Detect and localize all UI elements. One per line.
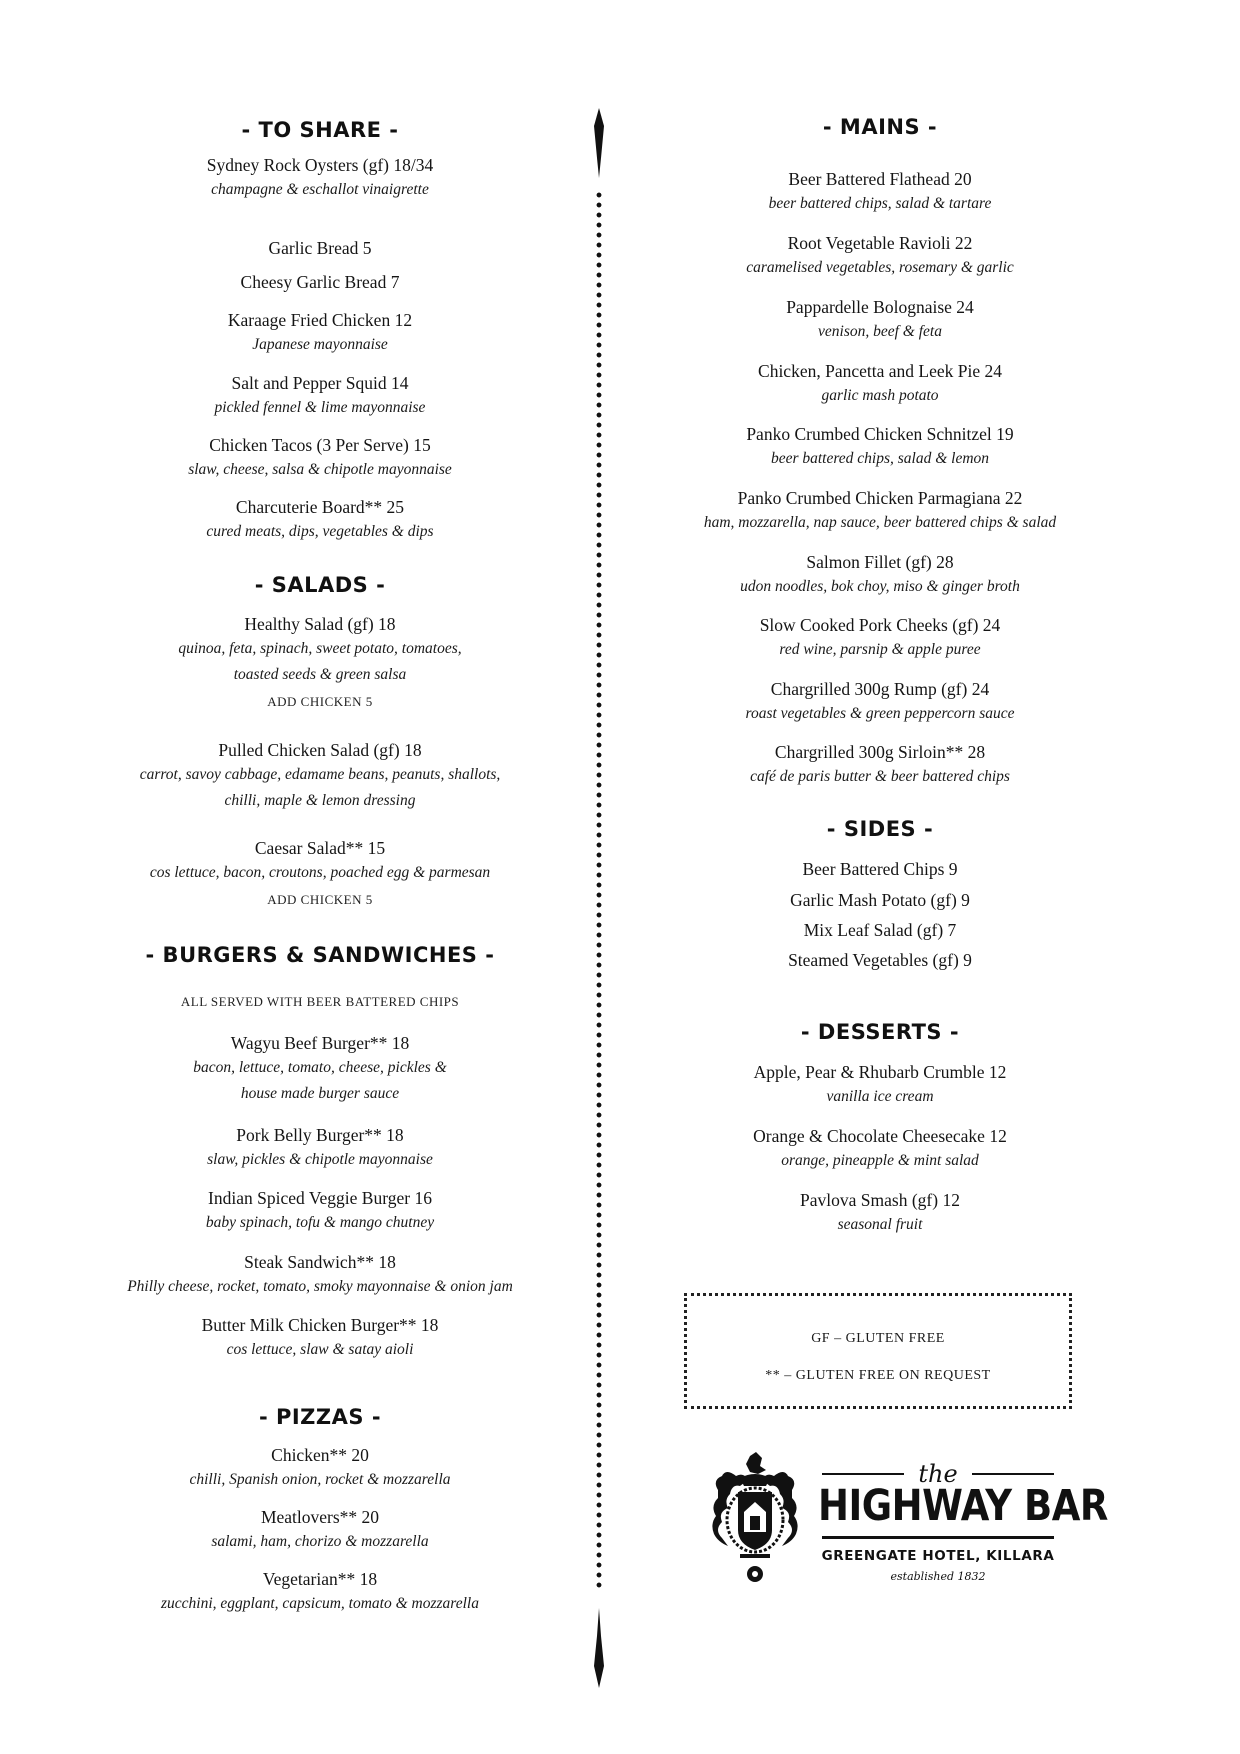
highway-bar-logo (700, 1450, 1108, 1590)
menu-item (90, 1123, 550, 1173)
item-name: Chicken** 20 (271, 1445, 369, 1465)
divider-bottom-ornament-icon (589, 1608, 609, 1688)
section-title-sides: - SIDES - (826, 817, 934, 841)
item-desc: house made burger sauce (240, 1085, 400, 1102)
item-desc: cos lettuce, slaw & satay aioli (226, 1341, 414, 1358)
item-desc: cos lettuce, bacon, croutons, poached egg & parmesan (149, 864, 491, 881)
item-name: Chicken Tacos (3 Per Serve) 15 (209, 435, 431, 455)
item-name: Garlic Mash Potato (gf) 9 (790, 890, 970, 910)
item-addon: ADD CHICKEN 5 (267, 694, 373, 709)
menu-item (660, 486, 1100, 536)
menu-item (90, 1443, 550, 1493)
item-name: Panko Crumbed Chicken Schnitzel 19 (746, 424, 1014, 444)
item-name: Karaage Fried Chicken 12 (227, 310, 413, 330)
item-desc: udon noodles, bok choy, miso & ginger broth (740, 578, 1020, 595)
item-desc: caramelised vegetables, rosemary & garlic (746, 259, 1014, 276)
item-desc: bacon, lettuce, tomato, cheese, pickles & (193, 1059, 447, 1076)
item-desc: vanilla ice cream (826, 1088, 934, 1105)
item-desc: ham, mozzarella, nap sauce, beer battered chips & salad (703, 514, 1057, 531)
item-desc: champagne & eschallot vinaigrette (211, 181, 429, 198)
menu-item (90, 153, 550, 203)
item-desc: quinoa, feta, spinach, sweet potato, tomatoes, (178, 640, 462, 657)
item-name: Apple, Pear & Rhubarb Crumble 12 (753, 1062, 1007, 1082)
section-title-salads: - SALADS - (254, 573, 386, 597)
item-name: Steak Sandwich** 18 (244, 1252, 396, 1272)
logo-rule (822, 1536, 1054, 1539)
item-name: Garlic Bread 5 (268, 238, 372, 258)
section-title-pizzas: - PIZZAS - (258, 1405, 382, 1429)
menu-item (660, 677, 1100, 727)
section-note (90, 994, 550, 1010)
menu-item (660, 740, 1100, 790)
menu-item (90, 270, 550, 294)
item-name: Slow Cooked Pork Cheeks (gf) 24 (759, 615, 1001, 635)
menu-item (90, 308, 550, 358)
menu-item (90, 1567, 550, 1617)
item-name: Caesar Salad** 15 (254, 838, 386, 858)
item-name: Pappardelle Bolognaise 24 (786, 297, 974, 317)
item-desc: toasted seeds & green salsa (233, 666, 407, 683)
menu-item (660, 422, 1100, 472)
item-desc: seasonal fruit (837, 1216, 923, 1233)
item-name: Steamed Vegetables (gf) 9 (788, 950, 972, 970)
dietary-legend (684, 1293, 1072, 1409)
menu-item (660, 948, 1100, 972)
section-title-burgers: - BURGERS & SANDWICHES - (145, 943, 495, 967)
item-name: Chicken, Pancetta and Leek Pie 24 (758, 361, 1002, 381)
menu-item (660, 918, 1100, 942)
menu-item (90, 433, 550, 483)
logo-the: the (918, 1460, 958, 1488)
item-desc: chilli, maple & lemon dressing (224, 792, 416, 809)
item-name: Butter Milk Chicken Burger** 18 (201, 1315, 439, 1335)
item-name: Pulled Chicken Salad (gf) 18 (218, 740, 422, 760)
item-desc: pickled fennel & lime mayonnaise (214, 399, 426, 416)
item-name: Charcuterie Board** 25 (235, 497, 405, 517)
menu-item (660, 359, 1100, 409)
item-desc: roast vegetables & green peppercorn sauce (745, 705, 1015, 722)
item-name: Pavlova Smash (gf) 12 (800, 1190, 960, 1210)
item-name: Vegetarian** 18 (262, 1569, 378, 1589)
menu-item (660, 857, 1100, 881)
item-name: Indian Spiced Veggie Burger 16 (208, 1188, 432, 1208)
item-addon: ADD CHICKEN 5 (267, 892, 373, 907)
item-name: Panko Crumbed Chicken Parmagiana 22 (737, 488, 1023, 508)
menu-item (660, 888, 1100, 912)
section-title-desserts: - DESSERTS - (800, 1020, 960, 1044)
item-desc: garlic mash potato (821, 387, 939, 404)
legend-gluten-free: GF – GLUTEN FREE (811, 1331, 945, 1346)
menu-item (660, 1060, 1100, 1110)
item-desc: Philly cheese, rocket, tomato, smoky mayonnaise & onion jam (127, 1278, 513, 1295)
note-text: ALL SERVED WITH BEER BATTERED CHIPS (180, 994, 460, 1009)
divider-top-ornament-icon (589, 108, 609, 178)
item-name: Healthy Salad (gf) 18 (244, 614, 396, 634)
logo-brand-name: HIGHWAY BAR (818, 1480, 1108, 1531)
menu-item (90, 1505, 550, 1555)
item-name: Sydney Rock Oysters (gf) 18/34 (206, 155, 434, 175)
menu-item (660, 613, 1100, 663)
menu-item (90, 371, 550, 421)
item-desc: carrot, savoy cabbage, edamame beans, peanuts, shallots, (139, 766, 501, 783)
item-desc: zucchini, eggplant, capsicum, tomato & mozzarella (160, 1595, 479, 1612)
item-name: Wagyu Beef Burger** 18 (230, 1033, 410, 1053)
menu-item (90, 612, 550, 716)
item-name: Chargrilled 300g Sirloin** 28 (774, 742, 986, 762)
logo-venue: GREENGATE HOTEL, KILLARA (821, 1548, 1055, 1564)
item-desc: beer battered chips, salad & lemon (770, 450, 990, 467)
menu-item (90, 738, 550, 814)
item-desc: baby spinach, tofu & mango chutney (205, 1214, 435, 1231)
menu-item (660, 167, 1100, 217)
menu-item (90, 1250, 550, 1300)
section-title-mains: - MAINS - (822, 115, 938, 139)
item-name: Beer Battered Chips 9 (802, 859, 958, 879)
item-name: Cheesy Garlic Bread 7 (240, 272, 400, 292)
item-desc: beer battered chips, salad & tartare (768, 195, 992, 212)
item-desc: cured meats, dips, vegetables & dips (206, 523, 434, 540)
item-name: Mix Leaf Salad (gf) 7 (803, 920, 957, 940)
item-name: Root Vegetable Ravioli 22 (787, 233, 973, 253)
menu-item (90, 836, 550, 914)
column-divider (589, 108, 609, 1688)
coat-of-arms-icon (710, 1450, 800, 1590)
item-name: Salmon Fillet (gf) 28 (806, 552, 954, 572)
item-desc: chilli, Spanish onion, rocket & mozzarella (189, 1471, 451, 1488)
menu-item (90, 236, 550, 260)
menu-item (660, 550, 1100, 600)
item-name: Chargrilled 300g Rump (gf) 24 (770, 679, 990, 699)
menu-item (660, 295, 1100, 345)
logo-established: established 1832 (890, 1570, 986, 1583)
item-name: Pork Belly Burger** 18 (236, 1125, 404, 1145)
item-name: Meatlovers** 20 (260, 1507, 380, 1527)
item-name: Orange & Chocolate Cheesecake 12 (753, 1126, 1007, 1146)
item-desc: venison, beef & feta (818, 323, 942, 340)
menu-item (660, 1188, 1100, 1238)
logo-wordmark (818, 1450, 1108, 1590)
item-desc: café de paris butter & beer battered chips (750, 768, 1010, 785)
item-desc: red wine, parsnip & apple puree (779, 641, 981, 658)
item-desc: salami, ham, chorizo & mozzarella (211, 1533, 429, 1550)
dotted-line (596, 190, 602, 1590)
menu-item (660, 231, 1100, 281)
menu-item (660, 1124, 1100, 1174)
item-name: Beer Battered Flathead 20 (788, 169, 972, 189)
menu-item (90, 1313, 550, 1363)
menu-item (90, 1031, 550, 1107)
item-desc: orange, pineapple & mint salad (781, 1152, 979, 1169)
item-desc: slaw, cheese, salsa & chipotle mayonnaise (188, 461, 452, 478)
menu-item (90, 1186, 550, 1236)
legend-gluten-free-on-request: ** – GLUTEN FREE ON REQUEST (765, 1368, 991, 1383)
item-name: Salt and Pepper Squid 14 (231, 373, 409, 393)
item-desc: Japanese mayonnaise (252, 336, 388, 353)
section-title-to-share: - TO SHARE - (241, 118, 399, 142)
item-desc: slaw, pickles & chipotle mayonnaise (207, 1151, 433, 1168)
menu-item (90, 495, 550, 545)
